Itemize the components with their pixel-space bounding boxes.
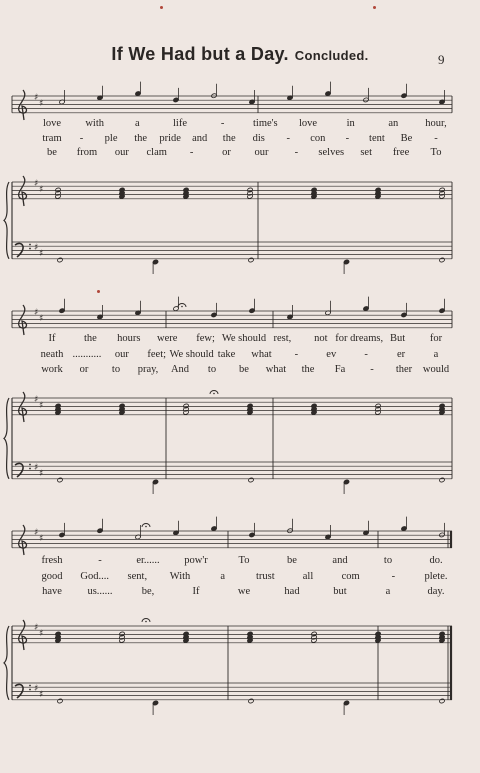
lyric-syllable: -: [189, 147, 194, 158]
note-head: [248, 477, 254, 482]
treble-clef-shape: [19, 176, 27, 206]
sharp-icon: ♯: [39, 401, 44, 411]
lyric-syllable: If: [192, 586, 200, 597]
lyric-syllable: -: [98, 555, 102, 566]
lyric-syllable: what: [251, 349, 272, 360]
fermata-dot: [145, 526, 147, 528]
treble-clef-shape: [19, 620, 27, 650]
lyric-syllable: tram: [42, 133, 62, 144]
lyric-syllable: for: [429, 333, 443, 344]
lyric-syllable: for dreams,: [335, 333, 384, 344]
lyric-syllable: We should: [169, 349, 214, 360]
lyric-syllable: to: [383, 555, 393, 566]
lyric-syllable: neath: [40, 349, 64, 360]
lyric-syllable: With: [169, 571, 191, 582]
lyric-syllable: life: [173, 118, 187, 129]
lyric-syllable: clam: [146, 147, 167, 158]
lyric-syllable: -: [294, 349, 299, 360]
lyric-syllable: -: [345, 133, 350, 144]
lyric-syllable: God....: [80, 571, 109, 582]
lyric-syllable: ...........: [72, 349, 102, 360]
lyric-syllable: And: [170, 364, 190, 375]
lyric-syllable: -: [294, 147, 299, 158]
lyric-syllable: ev: [326, 349, 337, 360]
lyric-syllable: To: [238, 555, 250, 566]
lyric-syllable: To: [430, 147, 442, 158]
lyric-syllable: not: [314, 333, 328, 344]
fermata-dot: [181, 306, 183, 308]
lyric-syllable: would: [422, 364, 450, 375]
lyric-syllable: love: [42, 118, 62, 129]
page-number: 9: [438, 52, 445, 67]
lyric-syllable: com: [341, 571, 360, 582]
bass-clef-dot: [29, 685, 31, 687]
lyric-syllable: But: [390, 333, 406, 344]
lyric-syllable: be: [47, 147, 57, 158]
brace-icon: [4, 398, 9, 479]
note-head: [248, 698, 254, 703]
lyric-syllable: the: [301, 364, 315, 375]
sharp-icon: ♯: [39, 629, 44, 639]
song-subtitle: Concluded.: [294, 48, 369, 63]
lyric-syllable: If: [48, 333, 56, 344]
lyric-syllable: a: [385, 586, 391, 597]
bass-clef-dot: [29, 689, 31, 691]
sharp-icon: ♯: [39, 99, 44, 109]
treble-clef-shape: [19, 90, 27, 120]
lyric-syllable: day.: [427, 586, 445, 597]
note-head: [57, 477, 63, 482]
lyric-syllable: our: [254, 147, 269, 158]
lyric-syllable: pray,: [137, 364, 159, 375]
lyric-syllable: a: [433, 349, 439, 360]
bass-clef-dot: [29, 464, 31, 466]
lyric-syllable: We should: [221, 333, 267, 344]
song-title-text: If We Had but a Day.: [111, 44, 289, 64]
lyric-syllable: or: [222, 147, 231, 158]
lyric-syllable: from: [76, 147, 98, 158]
lyric-syllable: but: [333, 586, 347, 597]
lyric-syllable: be: [287, 555, 297, 566]
note-head: [57, 698, 63, 703]
sharp-icon: ♯: [34, 243, 39, 253]
lyric-syllable: the: [83, 333, 97, 344]
lyric-syllable: pride: [159, 133, 181, 144]
treble-clef-shape: [19, 525, 27, 555]
sharp-icon: ♯: [34, 684, 39, 694]
note-head: [439, 257, 445, 262]
lyric-syllable: to: [111, 364, 121, 375]
lyric-syllable: our: [114, 147, 129, 158]
lyric-syllable: set: [360, 147, 373, 158]
lyric-syllable: the: [134, 133, 148, 144]
note-head: [248, 257, 254, 262]
lyric-syllable: all: [302, 571, 314, 582]
sharp-icon: ♯: [34, 395, 39, 405]
sharp-icon: ♯: [34, 93, 39, 103]
lyric-syllable: feet;: [147, 349, 167, 360]
lyric-syllable: plete.: [424, 571, 448, 582]
lyric-syllable: Fa: [334, 364, 346, 375]
lyric-syllable: the: [222, 133, 236, 144]
note-head: [439, 698, 445, 703]
lyric-syllable: con: [310, 133, 326, 144]
lyric-syllable: do.: [429, 555, 443, 566]
lyric-syllable: and: [192, 133, 208, 144]
lyric-syllable: love: [298, 118, 318, 129]
lyric-syllable: time's: [253, 118, 278, 129]
lyric-syllable: to: [207, 364, 217, 375]
lyric-syllable: us......: [87, 586, 113, 597]
note-head: [439, 477, 445, 482]
lyric-syllable: hours: [117, 333, 141, 344]
lyric-syllable: or: [79, 364, 89, 375]
lyric-syllable: rest,: [273, 333, 292, 344]
lyric-syllable: sent,: [127, 571, 148, 582]
sharp-icon: ♯: [34, 308, 39, 318]
lyric-syllable: er......: [136, 555, 160, 566]
lyric-syllable: -: [434, 133, 438, 144]
lyric-syllable: our: [114, 349, 129, 360]
lyric-syllable: take: [217, 349, 236, 360]
sharp-icon: ♯: [34, 179, 39, 189]
lyric-syllable: dis: [252, 133, 265, 144]
sharp-icon: ♯: [39, 185, 44, 195]
lyric-syllable: ple: [104, 133, 118, 144]
lyric-syllable: have: [42, 586, 62, 597]
lyric-syllable: pow'r: [184, 555, 208, 566]
lyric-syllable: -: [391, 571, 396, 582]
sharp-icon: ♯: [34, 528, 39, 538]
lyric-syllable: be,: [141, 586, 155, 597]
brace-icon: [4, 626, 9, 700]
lyric-syllable: an: [388, 118, 399, 129]
bass-clef-dot: [29, 244, 31, 246]
lyric-syllable: had: [284, 586, 300, 597]
lyric-syllable: -: [220, 118, 225, 129]
sharp-icon: ♯: [39, 314, 44, 324]
lyric-syllable: and: [332, 555, 348, 566]
lyric-syllable: selves: [318, 147, 345, 158]
sharp-icon: ♯: [34, 463, 39, 473]
lyric-syllable: hour,: [425, 118, 447, 129]
note-head: [57, 257, 63, 262]
sharp-icon: ♯: [39, 534, 44, 544]
lyric-syllable: a: [220, 571, 225, 582]
lyric-syllable: in: [346, 118, 355, 129]
bass-clef-dot: [29, 248, 31, 250]
brace-icon: [4, 182, 9, 259]
lyric-syllable: -: [79, 133, 84, 144]
lyric-syllable: ther: [395, 364, 413, 375]
treble-clef-shape: [19, 305, 27, 335]
sharp-icon: ♯: [39, 249, 44, 259]
lyric-syllable: er: [396, 349, 406, 360]
lyric-syllable: -: [286, 133, 291, 144]
lyric-syllable: -: [364, 349, 368, 360]
lyric-syllable: be: [239, 364, 249, 375]
lyric-syllable: work: [41, 364, 63, 375]
lyric-syllable: good: [41, 571, 63, 582]
treble-clef-shape: [19, 392, 27, 422]
lyric-syllable: a: [134, 118, 140, 129]
lyric-syllable: we: [237, 586, 251, 597]
fermata-dot: [213, 393, 215, 395]
sharp-icon: ♯: [39, 690, 44, 700]
sharp-icon: ♯: [34, 623, 39, 633]
lyric-syllable: few;: [196, 333, 215, 344]
lyric-syllable: were: [156, 333, 178, 344]
lyric-syllable: free: [392, 147, 410, 158]
bass-clef-dot: [29, 468, 31, 470]
lyric-syllable: what: [265, 364, 287, 375]
sharp-icon: ♯: [39, 469, 44, 479]
lyric-syllable: tent: [369, 133, 385, 144]
lyric-syllable: Be: [400, 133, 413, 144]
lyric-syllable: with: [85, 118, 104, 129]
lyric-syllable: fresh: [41, 555, 63, 566]
lyric-syllable: -: [370, 364, 374, 375]
fermata-dot: [145, 621, 147, 623]
lyric-syllable: trust: [255, 571, 275, 582]
